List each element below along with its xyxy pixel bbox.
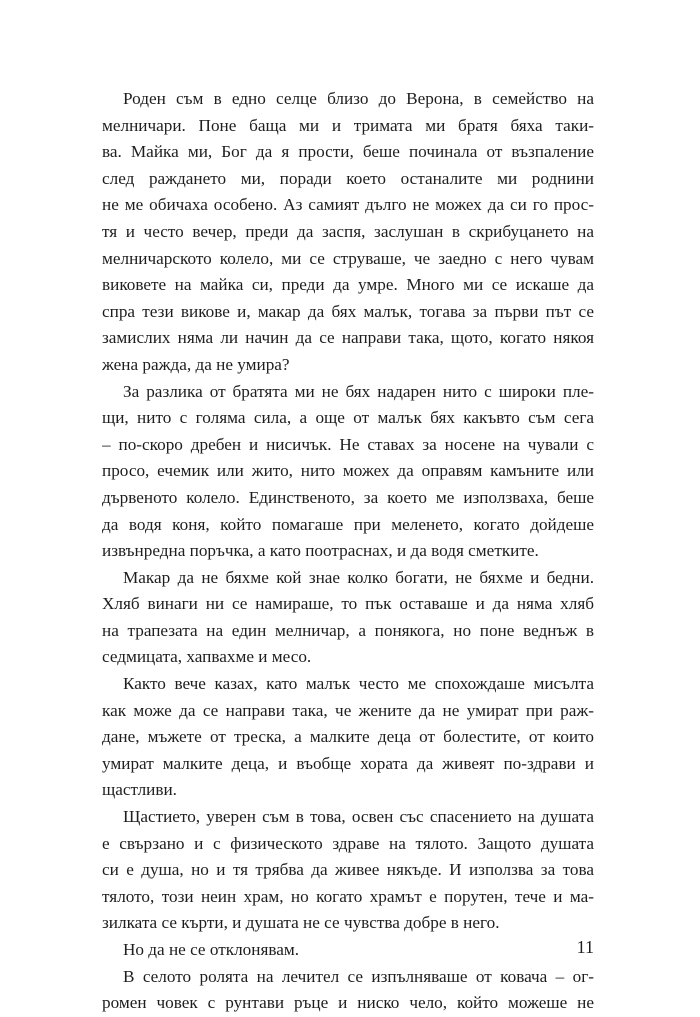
paragraph <box>102 804 594 937</box>
text-line: е свързано и с физическото здраве на тялото. Защото душата <box>102 833 594 853</box>
paragraph <box>102 937 594 964</box>
text-line: мелничари. Поне баща ми и тримата ми братя бяха таки- <box>102 115 594 135</box>
text-line: дане, мъжете от треска, а малките деца от болестите, от които <box>102 727 594 747</box>
text-line: ромен човек с рунтави ръце и ниско чело, който можеше не <box>102 993 594 1013</box>
paragraph <box>102 671 594 804</box>
text-line: Щастието, уверен съм в това, освен със спасението на душата <box>123 807 594 827</box>
paragraph <box>102 964 594 1017</box>
text-line: извънредна поръчка, а като поотраснах, и да водя сметките. <box>102 541 539 561</box>
paragraph <box>102 565 594 671</box>
text-line: ва. Майка ми, Бог да я прости, беше починала от възпаление <box>102 142 594 162</box>
paragraph <box>102 86 594 379</box>
text-line: след раждането ми, поради което останалите ми роднини <box>102 168 594 188</box>
text-line: как може да се направи така, че жените да не умират при раж- <box>102 700 594 720</box>
text-line: виковете на майка си, преди да умре. Много ми се искаше да <box>102 275 594 295</box>
text-line: За разлика от братята ми не бях надарен нито с широки пле- <box>123 381 594 401</box>
text-line: спра тези викове и, макар да бях малък, тогава за първи път се <box>102 301 594 321</box>
text-line: Както вече казах, като малък често ме спохождаше мисълта <box>123 674 594 694</box>
text-line: Макар да не бяхме кой знае колко богати, не бяхме и бедни. <box>123 567 594 587</box>
body-text <box>102 86 594 1017</box>
text-line: мелничарското колело, ми се струваше, че заедно с него чувам <box>102 248 594 268</box>
text-line: не ме обичаха особено. Аз самият дълго не можех да си го прос- <box>102 195 594 215</box>
text-line: В селото ролята на лечител се изпълняваше от ковача – ог- <box>123 966 594 986</box>
text-line: Хляб винаги ни се намираше, то пък оставаше и да няма хляб <box>102 594 594 614</box>
text-line: на трапезата на един мелничар, а понякога, но поне веднъж в <box>102 620 594 640</box>
text-line: да водя коня, който помагаше при меленето, когато дойдеше <box>102 514 594 534</box>
paragraph <box>102 379 594 565</box>
text-line: жена ражда, да не умира? <box>102 354 290 374</box>
text-line: дървеното колело. Единственото, за което ме използваха, беше <box>102 487 594 507</box>
text-line: тя и често вечер, преди да заспя, заслушан в скрибуцането на <box>102 221 594 241</box>
text-line: тялото, този неин храм, но когато храмът е порутен, тече и ма- <box>102 886 594 906</box>
text-line: зилката се кърти, и душата не се чувства добре в него. <box>102 913 500 933</box>
text-line: щи, нито с голяма сила, а още от малък бях какъвто съм сега <box>102 408 594 428</box>
text-line: Роден съм в едно селце близо до Верона, в семейство на <box>123 89 594 108</box>
text-line: просо, ечемик или жито, нито можех да оправям камъните или <box>102 461 594 481</box>
text-line: Но да не се отклонявам. <box>123 940 300 959</box>
text-line: замислих няма ли начин да се направи така, щото, когато някоя <box>102 328 594 348</box>
text-line: умират малките деца, и въобще хората да живеят по-здрави и <box>102 753 594 773</box>
text-line: – по-скоро дребен и нисичък. Не ставах за носене на чували с <box>102 434 594 454</box>
page-number: 11 <box>576 937 594 957</box>
text-line: седмицата, хапвахме и месо. <box>102 647 312 667</box>
text-line: щастливи. <box>102 780 177 800</box>
text-line: си е душа, но и тя трябва да живее някъде. И използва за това <box>102 860 594 880</box>
